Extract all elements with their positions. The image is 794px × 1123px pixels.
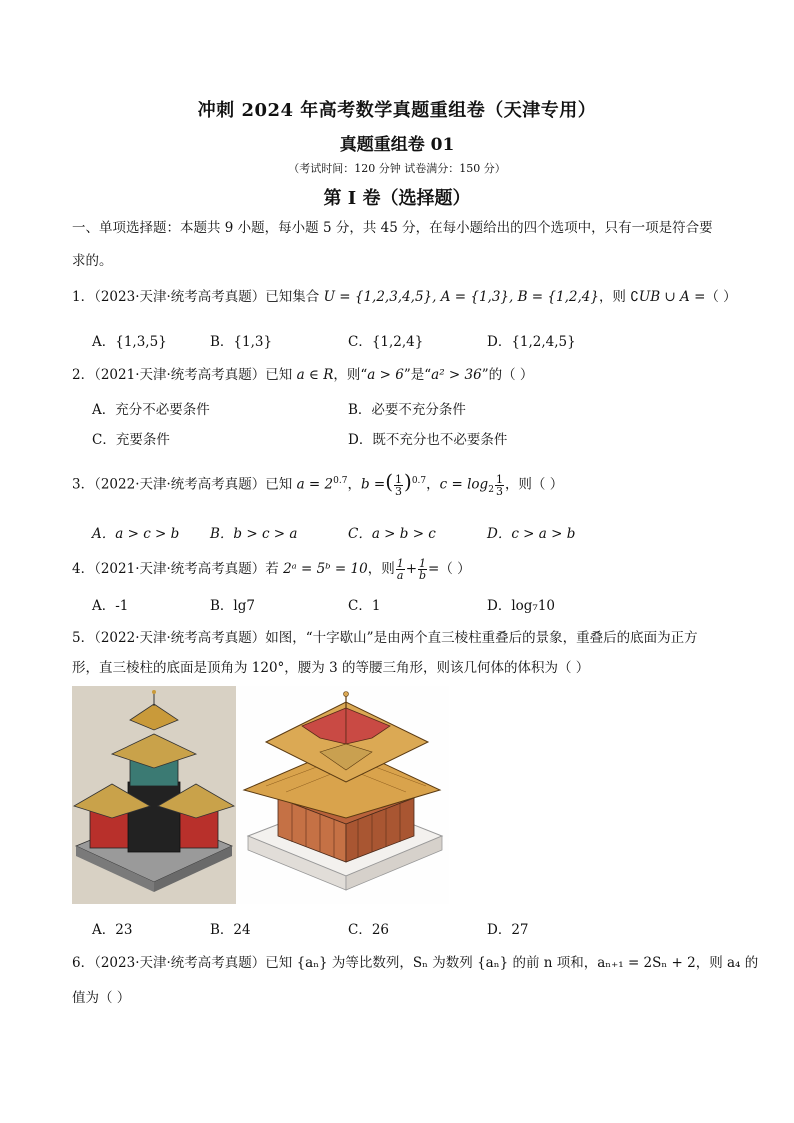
question-3-math2: b = xyxy=(360,476,386,493)
q4-option-c: C．1 xyxy=(348,598,381,614)
question-2-prefix: 2．（2021·天津·统考高考真题）已知 xyxy=(72,367,297,383)
q2-option-a: A．充分不必要条件 xyxy=(92,402,210,418)
question-3-math3: c = log xyxy=(439,476,489,493)
q1-option-d: D．{1,2,4,5} xyxy=(487,334,576,350)
question-6-line-2: 值为（ ） xyxy=(72,990,131,1006)
question-2-math2: a > 6 xyxy=(367,367,404,383)
q2-option-c: C．充要条件 xyxy=(92,432,170,448)
question-3-end: ，则（ ） xyxy=(504,476,564,493)
question-2-mid: ，则“ xyxy=(333,367,368,383)
question-2 xyxy=(72,366,533,384)
q5-option-d: D．27 xyxy=(487,922,529,938)
figure-exploded-building xyxy=(72,686,236,904)
question-1-math2: UB ∪ A xyxy=(638,289,690,305)
question-4-math: 2ᵃ = 5ᵇ = 10 xyxy=(283,561,368,577)
question-1-end: =（ ） xyxy=(689,289,737,305)
question-2-math3: a² > 36 xyxy=(431,367,482,383)
section-heading: 第 I 卷（选择题） xyxy=(323,188,471,209)
question-1-math: U = {1,2,3,4,5}, A = {1,3}, B = {1,2,4} xyxy=(323,289,599,305)
q2-option-b: B．必要不充分条件 xyxy=(348,402,466,418)
q3-option-d: D．c > a > b xyxy=(487,526,576,542)
question-3-exp: 0.7 xyxy=(333,476,348,486)
q1-option-a: A．{1,3,5} xyxy=(92,334,167,350)
question-1-prefix: 1．（2023·天津·统考高考真题）已知集合 xyxy=(72,289,324,305)
question-4 xyxy=(72,558,471,581)
question-5-line-2: 形，直三棱柱的底面是顶角为 120°，腰为 3 的等腰三角形，则该几何体的体积为（ ） xyxy=(72,660,590,676)
page-title: 冲刺 2024 年高考数学真题重组卷（天津专用） xyxy=(197,100,597,121)
q3-option-c: C．a > b > c xyxy=(348,526,436,542)
intro-line-2: 求的。 xyxy=(72,253,113,269)
q5-option-a: A．23 xyxy=(92,922,133,938)
question-1 xyxy=(72,288,737,306)
question-3-math: a = 2 xyxy=(296,476,334,493)
q2-option-d: D．既不充分也不必要条件 xyxy=(348,432,508,448)
question-6-line-1: 6．（2023·天津·统考高考真题）已知 {aₙ} 为等比数列，Sₙ 为数列 {aₙ} 的前 n 项和，aₙ₊₁ = 2Sₙ + 2，则 a₄ 的 xyxy=(72,955,759,971)
question-4-prefix: 4．（2021·天津·统考高考真题）若 xyxy=(72,561,284,577)
q1-option-b: B．{1,3} xyxy=(210,334,273,350)
q4-option-a: A．-1 xyxy=(92,598,129,614)
question-3: 3．（2022·天津·统考高考真题）已知 $a = 2^{0.7}$，b =( $\frac{1}{3}$ )$^{0.7}$，$c = \log_2$ $\frac{1}{3}$ ，则（ ） xyxy=(72,469,564,498)
assembled-building-illustration xyxy=(236,686,449,904)
q5-option-c: C．26 xyxy=(348,922,390,938)
question-3-prefix: 3．（2022·天津·统考高考真题）已知 xyxy=(72,476,297,493)
question-4-plus: + xyxy=(405,561,418,577)
q5-option-b: B．24 xyxy=(210,922,251,938)
exam-info: （考试时间：120 分钟 试卷满分：150 分） xyxy=(288,162,506,175)
question-3-fraction: $\frac{1}{3}$ xyxy=(395,472,403,498)
exploded-building-illustration xyxy=(72,686,236,904)
q4-option-d: D．log₇10 xyxy=(487,598,556,614)
question-4-fraction: $\frac{1}{a}$ xyxy=(396,557,404,582)
figure-assembled-building xyxy=(236,686,449,904)
q3-option-a: A．a > c > b xyxy=(92,526,180,542)
intro-line-1: 一、单项选择题：本题共 9 小题，每小题 5 分，共 45 分，在每小题给出的四个选项中，只有一项是符合要 xyxy=(72,220,713,236)
question-1-mid: ，则 ∁ xyxy=(598,289,639,305)
page-subtitle: 真题重组卷 01 xyxy=(339,135,455,155)
question-2-math: a ∈ R xyxy=(296,367,334,383)
q4-option-b: B．lg7 xyxy=(210,598,255,614)
question-3-sub: 2 xyxy=(488,485,494,496)
question-5-line-1: 5．（2022·天津·统考高考真题）如图，“十字歇山”是由两个直三棱柱重叠后的景象，重叠后的底面为正方 xyxy=(72,630,698,646)
question-3-sep2: ， xyxy=(426,476,440,493)
question-4-mid: ，则 xyxy=(367,561,395,577)
question-3-exp2: 0.7 xyxy=(411,476,427,486)
question-2-end: ”的（ ） xyxy=(481,367,534,383)
q3-option-b: B．b > c > a xyxy=(210,526,298,542)
question-3-fraction2: $\frac{1}{3}$ xyxy=(495,472,503,498)
question-4-end: =（ ） xyxy=(428,561,471,577)
question-3-sep: ， xyxy=(347,476,361,493)
question-2-mid2: ”是“ xyxy=(403,367,432,383)
q1-option-c: C．{1,2,4} xyxy=(348,334,424,350)
question-4-fraction2: $\frac{1}{b}$ xyxy=(418,557,427,582)
